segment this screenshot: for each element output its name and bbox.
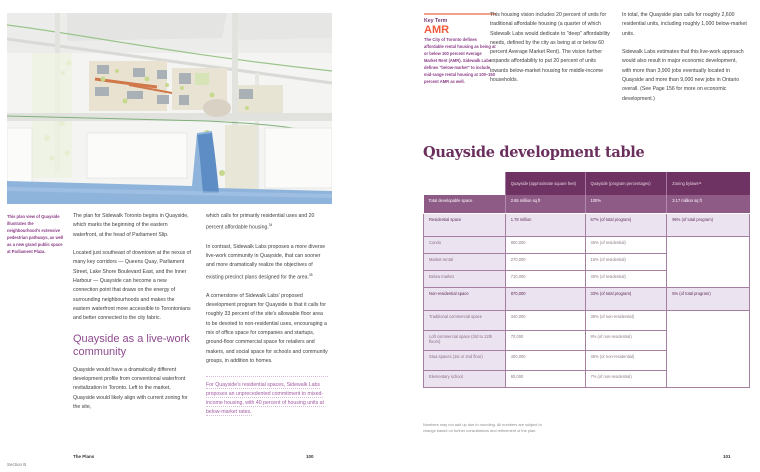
jobs-paragraph: Sidewalk Labs estimates that this live-work approach would also result in major economic development, with more than 3,900 jobs eventually located in Quayside and more than 9,000 new jobs in Ontario overall. (See Page 156 for more on economic development.) bbox=[622, 49, 744, 102]
cell: 3.17 million sq ft bbox=[667, 195, 750, 213]
cell: Stoa spaces (1st or 2nd floor) bbox=[424, 350, 506, 370]
key-term-box bbox=[424, 13, 496, 85]
cell: 400,000 bbox=[505, 350, 585, 370]
key-term-definition: The City of Toronto defines affordable rental housing as being at or below 100 percent Average Market Rent (AMR). Sidewalk Labs defines "below-market" to include mid-range rental housing at 100–150 percent AMR as well. bbox=[424, 37, 496, 84]
left-column-1 bbox=[73, 212, 191, 422]
cell: 15% (of residential) bbox=[585, 253, 667, 270]
cell: 1.78 million bbox=[505, 213, 585, 236]
cornerstone-paragraph: A cornerstone of Sidewalk Labs' proposed development program for Quayside is that it calls for roughly 33 percent of the site's allowable floor area to be devoted to non-residential uses, encouraging a mix of office space for companies and startups, ground-floor commercial space for retailers and makers, and social space for schools and community groups, in addition to homes. bbox=[206, 292, 328, 364]
cell: Elementary school bbox=[424, 370, 506, 387]
right-column-1 bbox=[490, 11, 615, 95]
cell: Market rental bbox=[424, 253, 506, 270]
cell: 800,000 bbox=[505, 236, 585, 253]
header-blank bbox=[424, 172, 506, 195]
table-row bbox=[424, 236, 750, 253]
header-zoning-bylaws: Zoning bylaws³⁶ bbox=[667, 172, 750, 195]
pull-quote: For Quayside's residential spaces, Sidewalk Labs proposes an unprecedented commitment to mixed-income housing, with 40 percent of housing units at below-market rates. bbox=[206, 376, 328, 418]
map-caption: This plan view of Quayside illustrates the neighbourhood's extensive pedestrian pathways, as well as a new grand public space at Parliament Plaza. bbox=[7, 214, 64, 254]
cell: 8% (of non-residential) bbox=[585, 330, 667, 350]
table-row-residential bbox=[424, 213, 750, 236]
cell: 67% (of total program) bbox=[585, 213, 667, 236]
cell: Below market bbox=[424, 270, 506, 287]
cell: 40% (of residential) bbox=[585, 270, 667, 287]
cell-empty bbox=[667, 310, 750, 387]
cell: 7% (of non-residential) bbox=[585, 370, 667, 387]
table-footnote: Numbers may not add up due to rounding. All numbers are subject to change based on further consultations and refinement of the plan. bbox=[423, 422, 542, 434]
right-column-2 bbox=[622, 11, 747, 113]
section-subheading: Quayside as a live-work community bbox=[73, 332, 190, 358]
cell: 340,000 bbox=[505, 310, 585, 330]
cell: 60,000 bbox=[505, 370, 585, 387]
table-row bbox=[424, 310, 750, 330]
header-program-percent: Quayside (program percentages) bbox=[585, 172, 667, 195]
footnote-ref[interactable]: 35 bbox=[308, 272, 313, 277]
cell: 5% (of total program) bbox=[667, 287, 750, 310]
section-label: Section B bbox=[7, 462, 27, 467]
cell: 45% (or non-residential) bbox=[585, 350, 667, 370]
cell: 95% (of total program) bbox=[667, 213, 750, 236]
key-term-label: Key Term bbox=[424, 18, 448, 24]
table-row-total bbox=[424, 195, 750, 213]
cell: Loft commercial space (3rd to 12th floors) bbox=[424, 330, 506, 350]
intro-paragraph: The plan for Sidewalk Toronto begins in Quayside, which marks the beginning of the eastern waterfront, at the head of Parliament Slip. bbox=[73, 213, 189, 238]
cell: Non-residential space bbox=[424, 287, 506, 310]
left-column-2 bbox=[206, 212, 328, 427]
cell: Traditional commercial space bbox=[424, 310, 506, 330]
cell: Condo bbox=[424, 236, 506, 253]
cell: Residential space bbox=[424, 213, 506, 236]
total-units-paragraph: In total, the Quayside plan calls for roughly 2,600 residential units, including roughly 1,000 below-market units. bbox=[622, 12, 747, 37]
table-row-nonresidential bbox=[424, 287, 750, 310]
cell: Total developable space bbox=[424, 195, 506, 213]
cell: 710,000 bbox=[505, 270, 585, 287]
page-number-left: 100 bbox=[306, 454, 314, 459]
cell: 870,000 bbox=[505, 287, 585, 310]
cell: 100% bbox=[585, 195, 667, 213]
cell: 70,000 bbox=[505, 330, 585, 350]
cell-empty bbox=[667, 236, 750, 287]
location-paragraph: Located just southeast of downtown at the nexus of many key corridors — Queens Quay, Parliament Street, Lake Shore Boulevard East, and the Inner Harbour — Quayside can become a new connection point that draws on the energy of surrounding neighbourhoods and makes the eastern waterfront more accessible to Torontonians and better connected to the city fabric. bbox=[73, 250, 191, 322]
running-footer-title: The Plans bbox=[73, 454, 95, 459]
development-table bbox=[423, 172, 750, 388]
contrast-paragraph: In contrast, Sidewalk Labs proposes a more diverse live-work community in Quayside, that can sooner and more dramatically realize the objectives of existing precinct plans designed for the area.$^{35}$ bbox=[206, 243, 326, 281]
header-square-feet: Quayside (approximate square feet) bbox=[505, 172, 585, 195]
cell: 39% (of non-residential) bbox=[585, 310, 667, 330]
footnote-ref[interactable]: 34 bbox=[268, 223, 273, 228]
table-title: Quayside development table bbox=[423, 144, 645, 161]
key-term-word: AMR bbox=[424, 24, 450, 36]
table-header-row bbox=[424, 172, 750, 195]
housing-vision-paragraph: This housing vision includes 20 percent of units for traditional affordable housing (a quarter of which Sidewalk Labs would dedicate to "deep" affordability needs, defined by the city as being at or below 60 percent Average Market Rent). The vision further expands affordability to put 20 percent of units towards below-market housing for middle-income households. bbox=[490, 12, 610, 84]
quayside-plan-map bbox=[7, 13, 332, 204]
profile-paragraph: Quayside would have a dramatically different development profile from conventional waterfront revitalization in Toronto. Left to the market, Quayside would likely align with current zoning for the site, bbox=[73, 366, 188, 411]
zoning-paragraph: which calls for primarily residential uses and 20 percent affordable housing.$^{34}$ bbox=[206, 213, 315, 232]
page-number-right: 101 bbox=[723, 454, 731, 459]
cell: 2.65 million sq ft bbox=[505, 195, 585, 213]
cell: 45% (of residential) bbox=[585, 236, 667, 253]
cell: 33% (of total program) bbox=[585, 287, 667, 310]
cell: 270,000 bbox=[505, 253, 585, 270]
